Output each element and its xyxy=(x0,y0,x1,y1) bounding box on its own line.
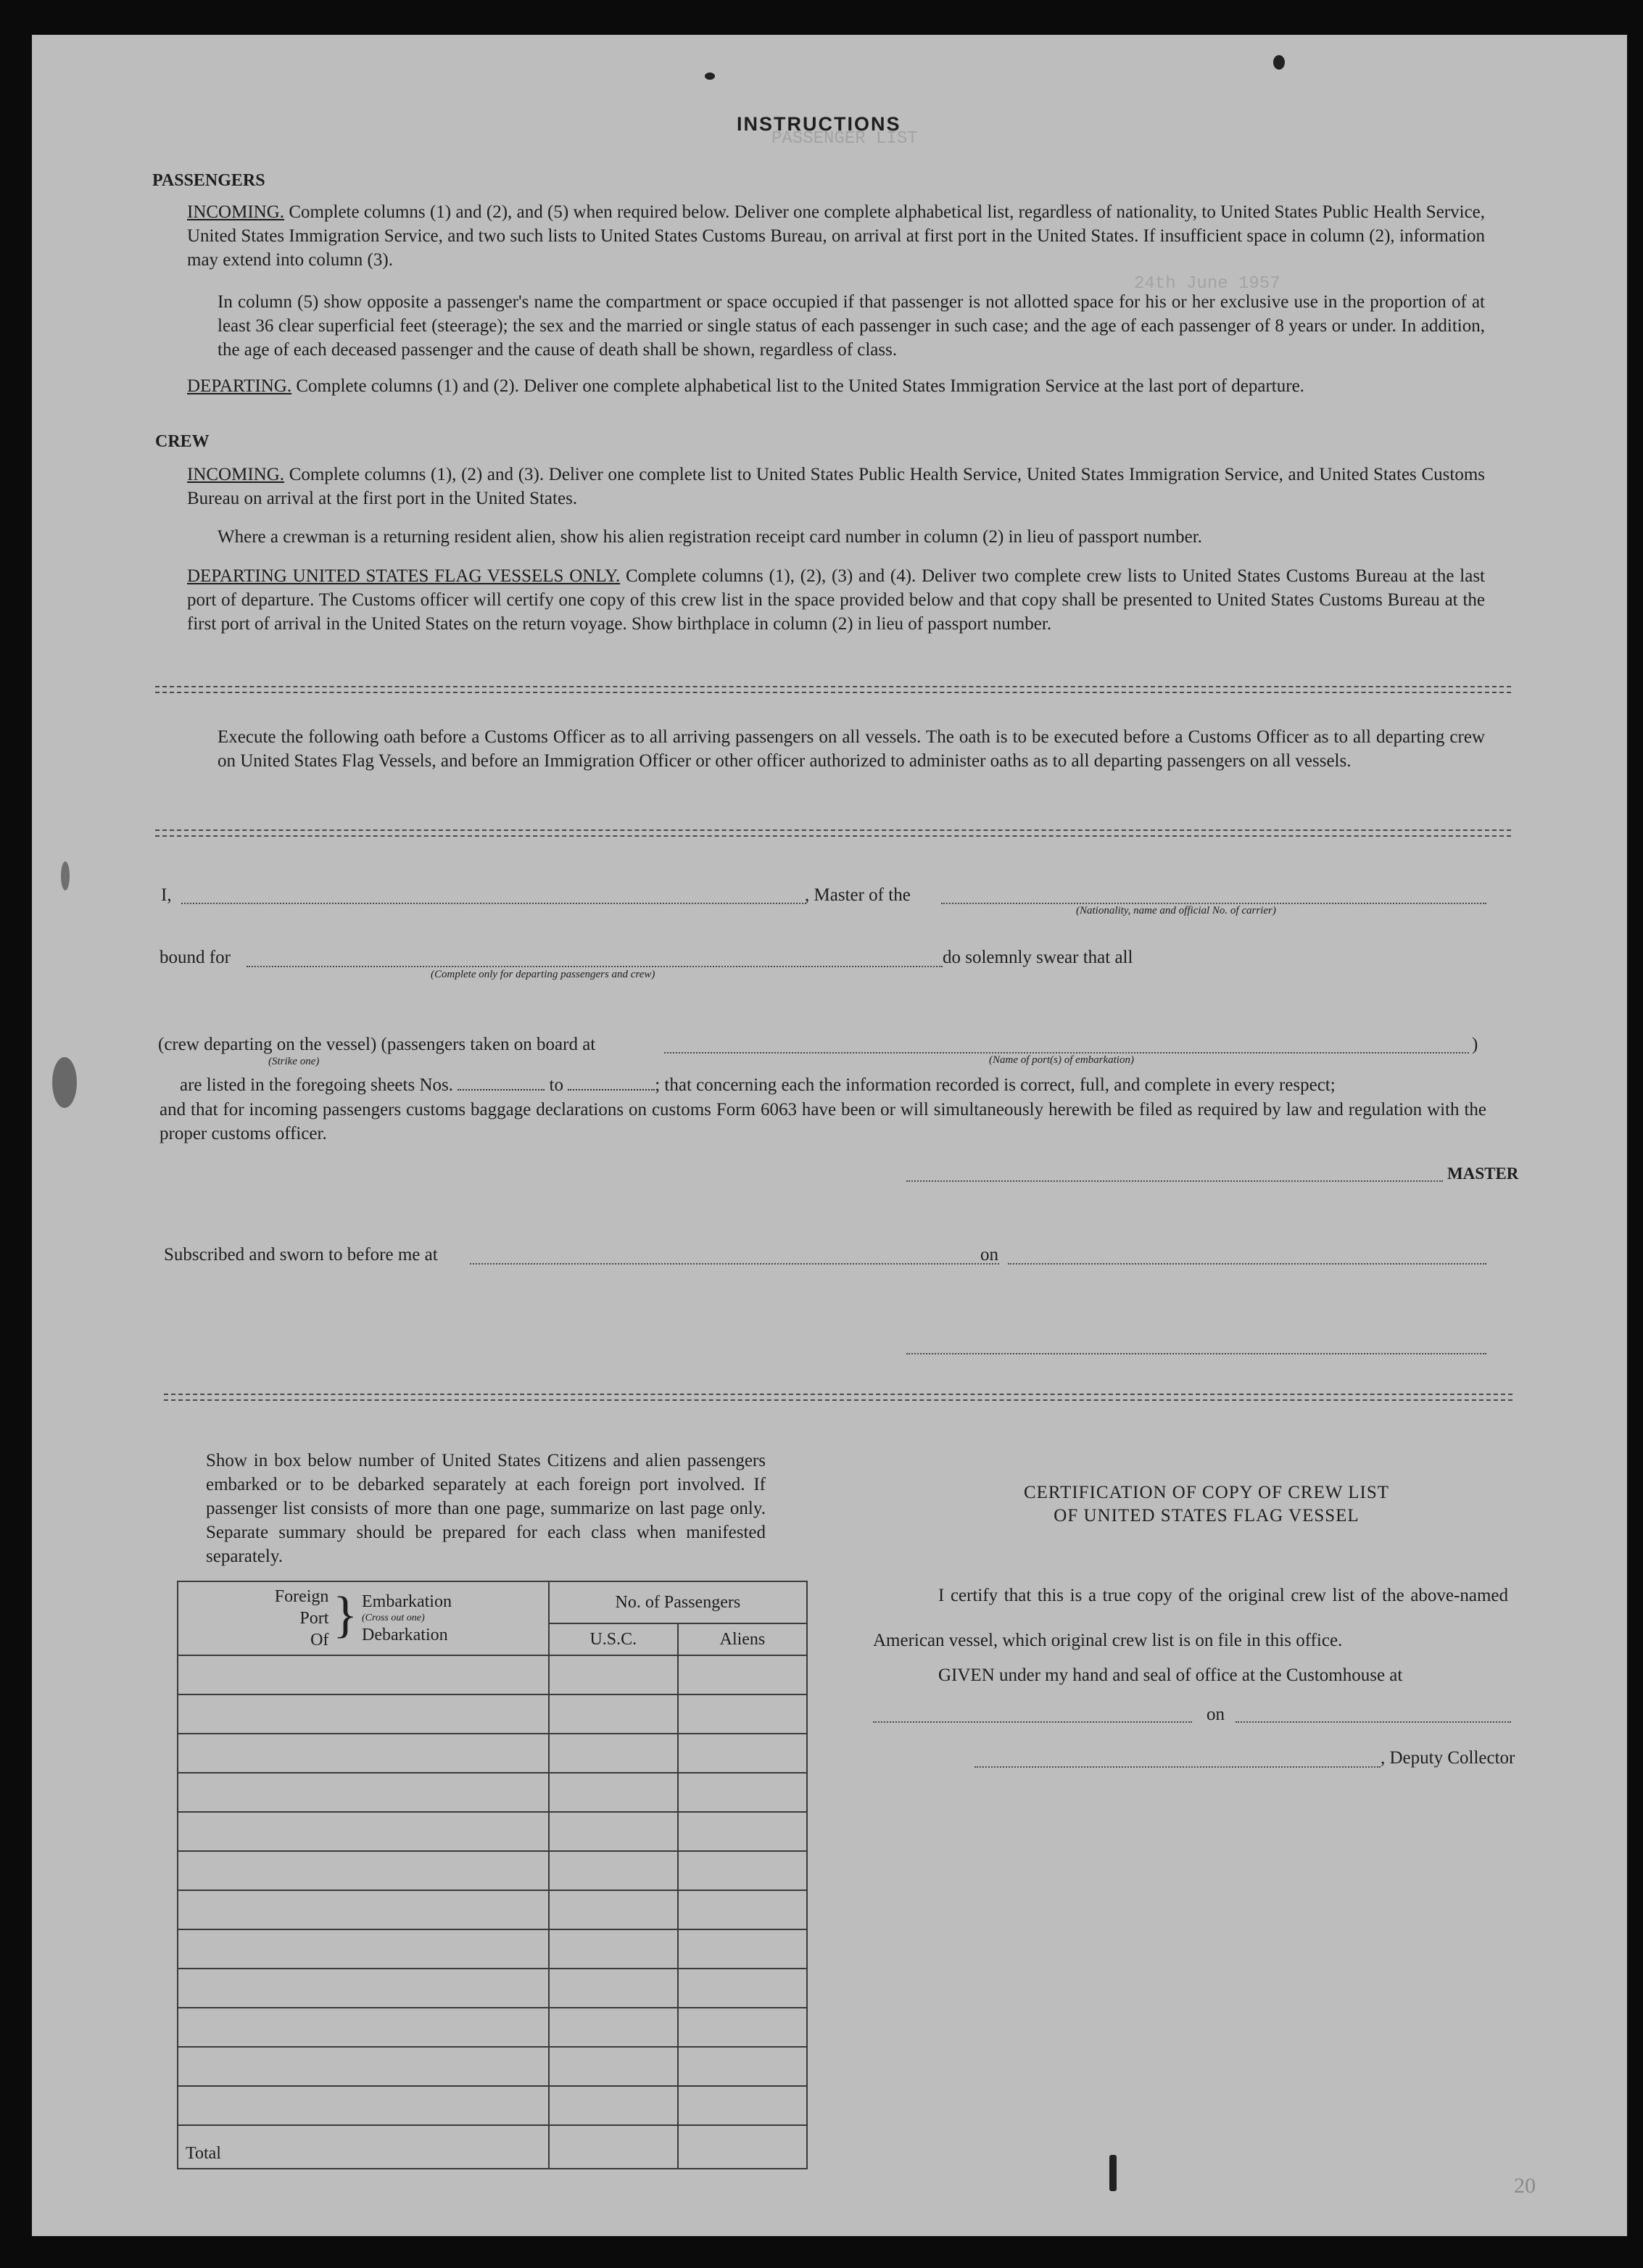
certification-heading-1: CERTIFICATION OF COPY OF CREW LIST xyxy=(1023,1483,1390,1502)
usc-cell[interactable] xyxy=(549,1655,678,1694)
aliens-cell[interactable] xyxy=(678,1851,807,1890)
carrier-field[interactable] xyxy=(941,903,1486,904)
passengers-departing-text: Complete columns (1) and (2). Deliver one complete alphabetical list to the United States Immigration Service at the last port of departure. xyxy=(296,376,1304,396)
section-divider xyxy=(155,692,1511,693)
usc-cell[interactable] xyxy=(549,2008,678,2047)
sheet-from-field[interactable] xyxy=(458,1073,545,1090)
of-label: Of xyxy=(310,1631,329,1650)
aliens-cell[interactable] xyxy=(678,1734,807,1773)
usc-cell[interactable] xyxy=(549,1969,678,2008)
swear-text: do solemnly swear that all xyxy=(943,948,1133,967)
aliens-cell[interactable] xyxy=(678,1969,807,2008)
debarkation-label: Debarkation xyxy=(362,1626,448,1644)
baggage-paragraph: and that for incoming passengers customs baggage declarations on customs Form 6063 have been or will simultaneously herewith be filed as required by law and regulation with the proper customs officer. xyxy=(160,1100,1486,1143)
usc-cell[interactable] xyxy=(549,1890,678,1929)
usc-cell[interactable] xyxy=(549,2086,678,2125)
master-of-label: , Master of the xyxy=(805,885,911,905)
embarkation-label: Embarkation xyxy=(362,1592,452,1611)
table-row xyxy=(178,2008,807,2047)
usc-cell[interactable] xyxy=(549,2047,678,2086)
sheets-line xyxy=(180,1073,1336,1097)
port-summary-table xyxy=(177,1581,808,2169)
table-row xyxy=(178,2047,807,2086)
table-row xyxy=(178,1655,807,1694)
usc-cell[interactable] xyxy=(549,1773,678,1812)
deputy-collector-field[interactable] xyxy=(974,1766,1381,1768)
usc-header: U.S.C. xyxy=(549,1623,678,1655)
passengers-incoming-text: Complete columns (1) and (2), and (5) when required below. Deliver one complete alphabetical list, regardless of nationality, to United States Public Health Service, United States Immigration Service, and two such lists to United States Customs Bureau, on arrival at first port in the United States. If insufficient space in column (2), information may extend into column (3). xyxy=(187,202,1486,270)
section-divider xyxy=(155,829,1511,831)
crew-departing-text: Complete columns (1), (2), (3) and (4). Deliver two complete crew lists to United States Customs Bureau at the last port of departure. The Customs officer will certify one copy of this crew list in the space provided below and that copy shall be presented to United States Customs Bureau at the first port of arrival in the United States on the return voyage. Show birthplace in column (2) in lieu of passport number. xyxy=(187,566,1485,634)
table-row xyxy=(178,1890,807,1929)
table-row xyxy=(178,2086,807,2125)
usc-cell[interactable] xyxy=(549,1929,678,1969)
bleed-through-text: PASSENGER LIST xyxy=(771,129,918,149)
passengers-column5-paragraph: In column (5) show opposite a passenger's name the compartment or space occupied if that passenger is not allotted space for his or her exclusive use in the proportion of at least 36 clear superficial feet (steerage); the sex and the married or single status of each passenger in such case; and the age of each passenger of 8 years or under. In addition, the age of each deceased passenger and the cause of death shall be shown, regardless of class. xyxy=(218,292,1485,360)
sheets-post: ; that concerning each the information recorded is correct, full, and complete in every respect; xyxy=(655,1075,1336,1095)
port-cell[interactable] xyxy=(178,1812,549,1851)
crew-incoming-paragraph xyxy=(187,463,1485,510)
embarkation-port-field[interactable] xyxy=(664,1052,1469,1054)
table-row xyxy=(178,1969,807,2008)
aliens-cell[interactable] xyxy=(678,1812,807,1851)
port-cell[interactable] xyxy=(178,1773,549,1812)
sheets-pre: are listed in the foregoing sheets Nos. xyxy=(180,1075,453,1095)
oath-intro-paragraph: Execute the following oath before a Customs Officer as to all arriving passengers on all vessels. The oath is to be executed before a Customs Officer as to all departing crew on United States Flag Vessels, and before an Immigration Officer or other officer authorized to administer oaths as to all departing passengers on all vessels. xyxy=(218,727,1485,771)
table-row xyxy=(178,1929,807,1969)
aliens-cell[interactable] xyxy=(678,1655,807,1694)
oath-i-label: I, xyxy=(161,885,172,905)
page-title: INSTRUCTIONS xyxy=(737,113,901,135)
page-number: 20 xyxy=(1514,2174,1536,2198)
certification-on-label: on xyxy=(1207,1705,1225,1724)
master-name-field[interactable] xyxy=(181,903,806,904)
crew-passengers-label: (crew departing on the vessel) (passengers taken on board at xyxy=(158,1035,596,1054)
sheet-to-field[interactable] xyxy=(568,1073,655,1090)
strike-one-note: (Strike one) xyxy=(268,1056,320,1067)
crew-departing-paragraph xyxy=(187,564,1485,636)
closing-paren: ) xyxy=(1472,1035,1478,1054)
sworn-date-field[interactable] xyxy=(1008,1263,1486,1265)
table-row xyxy=(178,1851,807,1890)
section-divider xyxy=(155,686,1511,687)
carrier-note: (Nationality, name and official No. of carrier) xyxy=(1076,905,1276,916)
crew-departing-label: DEPARTING UNITED STATES FLAG VESSELS ONLY. xyxy=(187,566,621,586)
port-label: Port xyxy=(299,1609,329,1628)
port-cell[interactable] xyxy=(178,2008,549,2047)
table-row xyxy=(178,1773,807,1812)
port-cell[interactable] xyxy=(178,1655,549,1694)
aliens-header: Aliens xyxy=(678,1623,807,1655)
master-label: MASTER xyxy=(1447,1164,1519,1183)
total-label: Total xyxy=(178,2125,549,2169)
departing-note: (Complete only for departing passengers and crew) xyxy=(431,969,655,980)
total-aliens-cell[interactable] xyxy=(678,2125,807,2169)
passengers-incoming-paragraph xyxy=(187,200,1485,272)
ink-spot xyxy=(1273,55,1285,70)
total-usc-cell[interactable] xyxy=(549,2125,678,2169)
table-row xyxy=(178,1734,807,1773)
port-header-cell xyxy=(178,1581,549,1655)
crew-alien-paragraph: Where a crewman is a returning resident alien, show his alien registration receipt card number in column (2) in lieu of passport number. xyxy=(218,527,1202,547)
crew-incoming-label: INCOMING. xyxy=(187,465,285,484)
passengers-heading: PASSENGERS xyxy=(152,171,265,190)
certification-heading-2: OF UNITED STATES FLAG VESSEL xyxy=(1054,1506,1359,1526)
usc-cell[interactable] xyxy=(549,1851,678,1890)
total-row xyxy=(178,2125,807,2169)
given-text: GIVEN under my hand and seal of office at the Customhouse at xyxy=(938,1665,1403,1685)
usc-cell[interactable] xyxy=(549,1734,678,1773)
certify-paragraph: I certify that this is a true copy of the original crew list of the above-named American vessel, which original crew list is on file in this office. xyxy=(873,1586,1508,1650)
summary-instructions: Show in box below number of United States Citizens and alien passengers embarked or to be debarked separately at each foreign port involved. If passenger list consists of more than one page, summarize on last page only. Separate summary should be prepared for each class when manifested separately. xyxy=(206,1451,766,1566)
ink-spot xyxy=(1109,2155,1117,2191)
bound-for-label: bound for xyxy=(160,948,231,967)
section-divider xyxy=(155,835,1511,837)
section-divider xyxy=(164,1399,1512,1401)
port-cell[interactable] xyxy=(178,1694,549,1734)
port-cell[interactable] xyxy=(178,1969,549,2008)
aliens-cell[interactable] xyxy=(678,1929,807,1969)
master-signature-field[interactable] xyxy=(906,1180,1443,1182)
usc-cell[interactable] xyxy=(549,1694,678,1734)
passengers-departing-paragraph xyxy=(187,374,1514,398)
port-note: (Name of port(s) of embarkation) xyxy=(989,1054,1134,1066)
table-row xyxy=(178,1812,807,1851)
sworn-on-label: on xyxy=(980,1245,998,1265)
aliens-cell[interactable] xyxy=(678,2047,807,2086)
port-cell[interactable] xyxy=(178,2086,549,2125)
ink-spot xyxy=(705,73,715,80)
aliens-cell[interactable] xyxy=(678,2086,807,2125)
certification-date-field[interactable] xyxy=(1236,1721,1511,1723)
port-cell[interactable] xyxy=(178,1851,549,1890)
document-page xyxy=(32,35,1627,2236)
ink-smudge xyxy=(52,1057,77,1108)
usc-cell[interactable] xyxy=(549,1812,678,1851)
foreign-label: Foreign xyxy=(274,1587,329,1606)
aliens-cell[interactable] xyxy=(678,2008,807,2047)
ink-smudge xyxy=(61,861,70,890)
passengers-incoming-label: INCOMING. xyxy=(187,202,285,222)
subscribed-label: Subscribed and sworn to before me at xyxy=(164,1245,438,1265)
port-cell[interactable] xyxy=(178,1890,549,1929)
officer-signature-field[interactable] xyxy=(906,1353,1486,1354)
port-cell[interactable] xyxy=(178,2047,549,2086)
passengers-departing-label: DEPARTING. xyxy=(187,376,292,396)
crew-incoming-text: Complete columns (1), (2) and (3). Deliver one complete list to United States Public Health Service, United States Immigration Service, and United States Customs Bureau on arrival at the first port in the United States. xyxy=(187,465,1485,508)
customhouse-field[interactable] xyxy=(873,1721,1192,1723)
port-cell[interactable] xyxy=(178,1734,549,1773)
aliens-cell[interactable] xyxy=(678,1694,807,1734)
aliens-cell[interactable] xyxy=(678,1890,807,1929)
cross-out-label: (Cross out one) xyxy=(362,1613,425,1623)
aliens-cell[interactable] xyxy=(678,1773,807,1812)
table-row xyxy=(178,1694,807,1734)
section-divider xyxy=(164,1394,1512,1395)
brace-glyph: } xyxy=(333,1587,358,1643)
destination-field[interactable] xyxy=(247,966,943,967)
bleed-through-text: 24th June 1957 xyxy=(1134,274,1280,294)
deputy-collector-label: , Deputy Collector xyxy=(1381,1748,1515,1768)
no-passengers-header: No. of Passengers xyxy=(549,1581,807,1623)
crew-heading: CREW xyxy=(155,432,210,451)
sheets-to: to xyxy=(549,1075,563,1095)
port-cell[interactable] xyxy=(178,1929,549,1969)
sworn-place-field[interactable] xyxy=(470,1263,999,1265)
